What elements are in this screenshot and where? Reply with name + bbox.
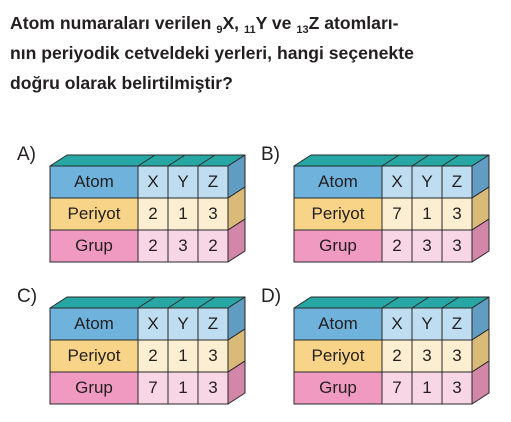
z-atomic-number: 13 xyxy=(296,24,309,36)
question-intro: Atom numaraları verilen xyxy=(10,13,217,33)
group-z-cell: 3 xyxy=(452,236,462,255)
header-x-cell: X xyxy=(147,172,159,191)
header-label-cell: Atom xyxy=(74,172,114,191)
period-z-cell: 3 xyxy=(452,204,462,223)
side-shade xyxy=(228,155,245,262)
table-top-face xyxy=(50,155,245,166)
side-shade xyxy=(228,297,245,404)
period-y-cell: 1 xyxy=(178,346,188,365)
option-letter: A) xyxy=(17,144,36,165)
period-z-cell: 3 xyxy=(208,204,218,223)
group-x-cell: 7 xyxy=(148,378,158,397)
option-letter: C) xyxy=(17,286,38,307)
z-symbol: Z atomları- xyxy=(308,13,399,33)
x-symbol: X, xyxy=(222,13,240,33)
option-letter: D) xyxy=(261,286,282,307)
option-letter: B) xyxy=(261,144,280,165)
group-label-cell: Grup xyxy=(319,378,357,397)
group-z-cell: 2 xyxy=(208,236,218,255)
period-z-cell: 3 xyxy=(452,346,462,365)
side-shade xyxy=(472,155,489,262)
question-line-3: doğru olarak belirtilmiştir? xyxy=(10,73,233,93)
group-z-cell: 3 xyxy=(452,378,462,397)
header-label-cell: Atom xyxy=(318,172,358,191)
group-label-cell: Grup xyxy=(75,236,113,255)
group-x-cell: 7 xyxy=(392,378,402,397)
option-table xyxy=(17,290,257,415)
header-z-cell: Z xyxy=(207,172,219,191)
group-y-cell: 3 xyxy=(178,236,188,255)
group-label-cell: Grup xyxy=(319,236,357,255)
group-y-cell: 3 xyxy=(422,236,432,255)
x-atomic-number: 9 xyxy=(216,24,223,36)
table-top-face xyxy=(294,297,489,308)
question-line-2: nın periyodik cetveldeki yerleri, hangi seçenekte xyxy=(10,43,414,63)
group-label-cell: Grup xyxy=(75,378,113,397)
group-y-cell: 1 xyxy=(422,378,432,397)
header-x-cell: X xyxy=(147,314,159,333)
header-y-cell: Y xyxy=(177,314,189,333)
period-label-cell: Periyot xyxy=(67,204,121,223)
option-c[interactable] xyxy=(17,286,257,415)
header-z-cell: Z xyxy=(451,172,463,191)
group-z-cell: 3 xyxy=(208,378,218,397)
option-table xyxy=(261,148,501,273)
period-label-cell: Periyot xyxy=(67,346,121,365)
question-line-1 xyxy=(10,8,505,38)
header-x-cell: X xyxy=(391,172,403,191)
period-y-cell: 1 xyxy=(422,204,432,223)
period-x-cell: 2 xyxy=(148,204,158,223)
header-label-cell: Atom xyxy=(74,314,114,333)
header-y-cell: Y xyxy=(421,172,433,191)
question-text xyxy=(10,8,505,98)
option-d[interactable] xyxy=(261,286,501,415)
option-a[interactable] xyxy=(17,144,257,273)
period-x-cell: 2 xyxy=(392,346,402,365)
period-x-cell: 7 xyxy=(392,204,402,223)
table-top-face xyxy=(294,155,489,166)
side-shade xyxy=(472,297,489,404)
period-x-cell: 2 xyxy=(148,346,158,365)
group-y-cell: 1 xyxy=(178,378,188,397)
header-y-cell: Y xyxy=(421,314,433,333)
group-x-cell: 2 xyxy=(148,236,158,255)
option-table xyxy=(17,148,257,273)
period-z-cell: 3 xyxy=(208,346,218,365)
period-label-cell: Periyot xyxy=(311,346,365,365)
period-y-cell: 1 xyxy=(178,204,188,223)
period-y-cell: 3 xyxy=(422,346,432,365)
y-symbol: Y ve xyxy=(255,13,297,33)
group-x-cell: 2 xyxy=(392,236,402,255)
header-z-cell: Z xyxy=(451,314,463,333)
table-top-face xyxy=(50,297,245,308)
y-atomic-number: 11 xyxy=(243,24,256,36)
period-label-cell: Periyot xyxy=(311,204,365,223)
option-table xyxy=(261,290,501,415)
header-z-cell: Z xyxy=(207,314,219,333)
header-x-cell: X xyxy=(391,314,403,333)
option-b[interactable] xyxy=(261,144,501,273)
header-label-cell: Atom xyxy=(318,314,358,333)
header-y-cell: Y xyxy=(177,172,189,191)
